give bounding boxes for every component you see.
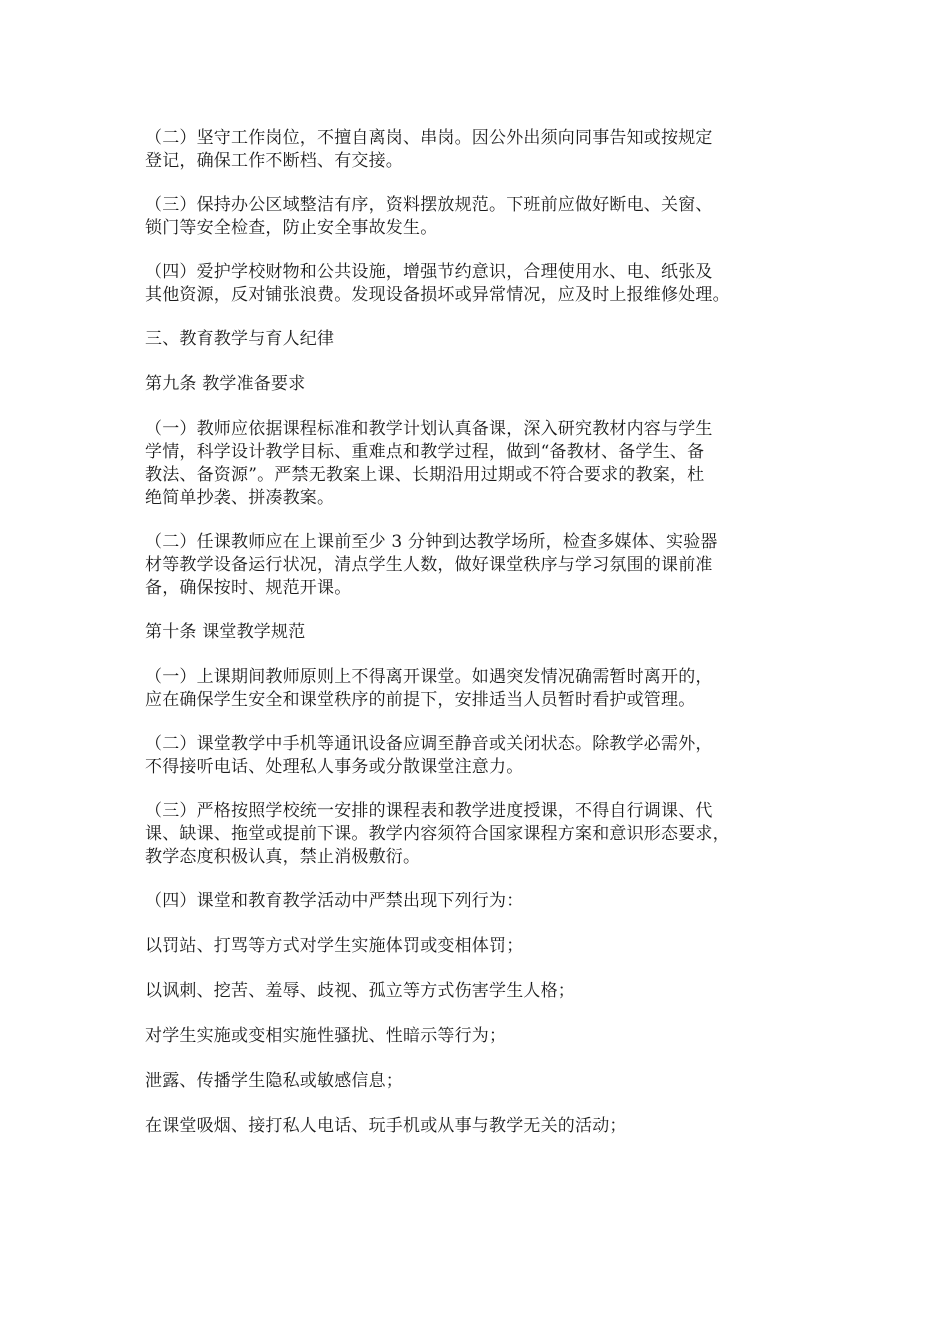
text-line: 应在确保学生安全和课堂秩序的前提下，安排适当人员暂时看护或管理。 <box>145 690 696 710</box>
text-line: （一）教师应依据课程标准和教学计划认真备课，深入研究教材内容与学生 <box>145 419 713 439</box>
list-item-text: 对学生实施或变相实施性骚扰、性暗示等行为； <box>145 1026 507 1046</box>
text-line: 锁门等安全检查，防止安全事故发生。 <box>145 218 438 238</box>
text-line: （四）课堂和教育教学活动中严禁出现下列行为： <box>145 891 524 911</box>
paragraph-10-3 <box>145 800 805 869</box>
article-heading-text: 第十条 课堂教学规范 <box>145 622 306 642</box>
text-line: （三）严格按照学校统一安排的课程表和教学进度授课，不得自行调课、代 <box>145 801 713 821</box>
paragraph-10-4 <box>145 890 805 913</box>
text-line: （一）上课期间教师原则上不得离开课堂。如遇突发情况确需暂时离开的， <box>145 667 713 687</box>
text-line: 教学态度积极认真，禁止消极敷衍。 <box>145 847 421 867</box>
list-item-text: 以罚站、打骂等方式对学生实施体罚或变相体罚； <box>145 936 524 956</box>
paragraph-9-2 <box>145 531 805 600</box>
text-line: （二）课堂教学中手机等通讯设备应调至静音或关闭状态。除教学必需外， <box>145 734 713 754</box>
text-line: （三）保持办公区域整洁有序，资料摆放规范。下班前应做好断电、关窗、 <box>145 195 713 215</box>
text-line: 教法、备资源”。严禁无教案上课、长期沿用过期或不符合要求的教案，杜 <box>145 465 705 485</box>
text-line: 登记，确保工作不断档、有交接。 <box>145 151 403 171</box>
prohibited-item <box>145 1070 805 1093</box>
prohibited-item <box>145 1025 805 1048</box>
text-line: 不得接听电话、处理私人事务或分散课堂注意力。 <box>145 757 524 777</box>
list-item-text: 泄露、传播学生隐私或敏感信息； <box>145 1071 403 1091</box>
list-item-text: 在课堂吸烟、接打私人电话、玩手机或从事与教学无关的活动； <box>145 1116 627 1136</box>
prohibited-item <box>145 980 805 1003</box>
prohibited-item <box>145 1115 805 1138</box>
text-line: （四）爱护学校财物和公共设施，增强节约意识，合理使用水、电、纸张及 <box>145 262 713 282</box>
prohibited-item <box>145 935 805 958</box>
text-line: 课、缺课、拖堂或提前下课。教学内容须符合国家课程方案和意识形态要求， <box>145 824 730 844</box>
text-line: 备，确保按时、规范开课。 <box>145 578 352 598</box>
paragraph-2-4 <box>145 261 805 307</box>
section-heading-text: 三、教育教学与育人纪律 <box>145 329 335 349</box>
list-item-text: 以讽刺、挖苦、羞辱、歧视、孤立等方式伤害学生人格； <box>145 981 575 1001</box>
article-10-heading <box>145 621 805 644</box>
text-line: （二）坚守工作岗位，不擅自离岗、串岗。因公外出须向同事告知或按规定 <box>145 128 713 148</box>
paragraph-2-2 <box>145 127 805 173</box>
paragraph-9-1 <box>145 418 805 510</box>
paragraph-10-2 <box>145 733 805 779</box>
text-line: 学情，科学设计教学目标、重难点和教学过程，做到“备教材、备学生、备 <box>145 442 705 462</box>
section-heading-3 <box>145 328 805 351</box>
text-line: 其他资源，反对铺张浪费。发现设备损坏或异常情况，应及时上报维修处理。 <box>145 285 730 305</box>
paragraph-10-1 <box>145 666 805 712</box>
paragraph-2-3 <box>145 194 805 240</box>
text-line: 绝简单抄袭、拼凑教案。 <box>145 488 335 508</box>
text-line: （二）任课教师应在上课前至少 3 分钟到达教学场所，检查多媒体、实验器 <box>145 532 718 552</box>
document-body <box>145 127 805 1160</box>
article-9-heading <box>145 373 805 396</box>
text-line: 材等教学设备运行状况，清点学生人数，做好课堂秩序与学习氛围的课前准 <box>145 555 713 575</box>
article-heading-text: 第九条 教学准备要求 <box>145 374 306 394</box>
